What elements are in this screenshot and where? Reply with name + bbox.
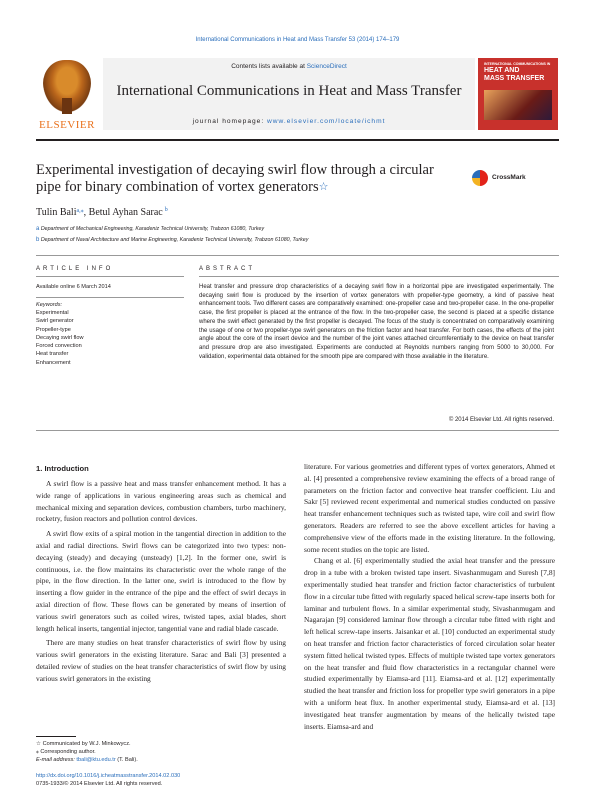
crossmark-label: CrossMark	[492, 174, 526, 181]
sciencedirect-link[interactable]: ScienceDirect	[306, 63, 347, 70]
cover-line: INTERNATIONAL COMMUNICATIONS IN	[484, 62, 551, 66]
authors: Tulin Bali$^{a,⁎}$, Betul Ayhan Sarac $^b$	[36, 207, 168, 218]
keyword: Heat transfer	[36, 351, 69, 358]
keyword: Decaying swirl flow	[36, 334, 84, 341]
author-affil-sup[interactable]: a,⁎	[76, 208, 84, 214]
article-title-text: Experimental investigation of decaying swirl flow through a circular pipe for binary combination of vortex generators	[36, 162, 434, 195]
affiliation-text: Department of Mechanical Engineering, Karadeniz Technical University, Trabzon 61080, Turkey	[40, 226, 265, 232]
contents-line	[103, 63, 475, 70]
paragraph: Chang et al. [6] experimentally studied the axial heat transfer and the pressure drop in a tube with a broken twisted tape insert. Sivashanmugam and Suresh [7,8] experimentally studied heat transfer and friction factor characteristics of turbulent flow in a circular tube fitted with regularly spaced helical screw-tape inserts both for laminar and turbulent flows. In a similar experimental study, Sivashanmugam and Nagarajan [9] considered laminar flow through a circular tube fitted with right and left helical screw-tape inserts. Jaisankar et al. [10] conducted an experimental study on heat transfer and friction factor characteristics of forced circulation solar heater system fitted helical twisted types. Effects of multiple twisted tape vortex generators on the heat transfer and fluid flow characteristics in a rectangular channel were studied experimentally by Eiamsa-ard [11]. Eiamsa-ard et al. [12] experimentally studied the heat transfer and friction loss for propeller type swirl generators in a pipe with a uniform heat flux. In another experimental study, Eiamsa-ard et al. [13] investigated heat transfer augmentation by means of the helically twisted tape inserts. Eiamsa-ard and	[304, 556, 555, 731]
keyword-list	[36, 309, 84, 367]
keyword: Enhancement	[36, 359, 71, 366]
affiliation	[36, 226, 264, 232]
abstract-text: Heat transfer and pressure drop characteristics of a decaying swirl flow in a horizontal pipe are investigated experimentally. The decaying swirl flow is produced by the insertion of vortex generators with propeller-type geometry, a kind of passive heat enhancement tools. Two different cases are comparatively examined: one-propeller case and two-propeller case. In the one-propeller case, the first propeller is placed at the entrance of the flow. In the two-propeller case, the second is placed at a specific distance where the swirl effect generated by the first propeller is decayed. The focus of the study is concentrated on comparatively examining the usage of one or two propeller-type swirl generators on the friction factor and heat transfer. For both cases, the effects of the joint angle about the core of the insert device and the number of the joint vanes attached circumferentially to the device on heat transfer and pressure drop are also investigated. Experiments are conducted at Reynolds numbers ranging from 5000 to 30,000. For validation, experimental data obtained for the smooth pipe are compared with those available in the literature.	[199, 284, 554, 360]
keywords-label: Keywords:	[36, 302, 63, 308]
paragraph: A swirl flow exits of a spiral motion in the tangential direction in addition to the axial and radial directions. Swirl flows can be categorized into two types: non-decaying (steady) and decaying (unsteady) [1,2]. In the former one, swirl is continuous, i.e. the flow maintains its characteristic over the whole range of the pipe, in the flow direction. In the latter one, swirl is introduced to the flow by inserting a flow guider in the entrance of the pipe and the effect of swirl decays in axial direction of flow. These flows can be generated by means of insertion of various swirl generators such as coiled wires, twisted tapes, axial blades, short length helical inserts, tangential injector, tangential vane and radial blade cascade.	[36, 529, 286, 633]
author-name[interactable]: Tulin Bali	[36, 207, 77, 218]
article-title	[36, 162, 456, 196]
affiliation-sup: b	[36, 237, 40, 243]
left-column	[36, 478, 286, 685]
article-info-heading: ARTICLE INFO	[36, 266, 114, 272]
star-icon[interactable]: ☆	[318, 181, 329, 193]
paragraph: literature. For various geometries and different types of vortex generators, Ahmed et al. [4] presented a comprehensive review examining the effects of a broad range of parameters on the friction factor and convective heat transfer coefficient. Liu and Sakr [5] reviewed recent experimental and numerical studies conducted on passive heat transfer enhancement techniques such as twisted tape, wire coil and swirl flow generators. Readers are referred to see the above excellent articles for having a comprehensive view of the efforts made in the existing literature. In the following, some recent studies on the topic are listed.	[304, 462, 555, 554]
copyright: © 2014 Elsevier Ltd. All rights reserved.	[448, 417, 554, 423]
doi-link[interactable]: http://dx.doi.org/10.1016/j.icheatmasstransfer.2014.02.030	[36, 773, 181, 779]
keyword: Swirl generator	[36, 318, 74, 325]
publisher-name: ELSEVIER	[39, 119, 95, 131]
cover-image	[484, 90, 552, 120]
issn-line: 0735-1933/© 2014 Elsevier Ltd. All rights reserved.	[36, 781, 163, 787]
tree-trunk	[62, 98, 72, 114]
keyword: Propeller-type	[36, 326, 71, 333]
homepage-line	[103, 118, 475, 125]
cover-line: HEAT AND	[484, 67, 520, 74]
footnote-email	[36, 756, 138, 764]
author-name[interactable]: Betul Ayhan Sarac	[88, 207, 163, 218]
footnotes	[36, 740, 138, 764]
paragraph: There are many studies on heat transfer characteristics of swirl flow by using various swirl generators in the existing literature. Sarac and Bali [3] presented a detailed review of studies on the heat transfer characteristics of swirl flow by using various swirl generators in the existing	[36, 638, 286, 683]
available-online: Available online 6 March 2014	[36, 284, 111, 290]
section-heading: 1. Introduction	[36, 464, 89, 473]
journal-cover[interactable]	[478, 58, 558, 130]
homepage-prefix: journal homepage:	[192, 118, 268, 125]
doi-block	[36, 772, 180, 788]
divider	[36, 430, 559, 431]
abstract-heading: ABSTRACT	[199, 266, 256, 272]
homepage-link[interactable]: www.elsevier.com/locate/ichmt	[267, 118, 386, 125]
divider	[36, 297, 184, 298]
affiliation	[36, 237, 308, 243]
journal-header	[103, 58, 475, 130]
email-link[interactable]: tbali@ktu.edu.tr	[76, 757, 116, 763]
journal-reference[interactable]: International Communications in Heat and Mass Transfer 53 (2014) 174–179	[195, 37, 400, 43]
divider	[36, 276, 184, 277]
cover-title	[484, 62, 552, 83]
keyword: Experimental	[36, 310, 69, 316]
divider	[199, 276, 559, 277]
paragraph: A swirl flow is a passive heat and mass transfer enhancement method. It has a wide range of applications in various engineering areas such as chemical and mechanical mixing and separation devices, combustion chambers, turbo machinery, rocketry, fusion reactors and pollution control devices.	[36, 479, 286, 524]
email-suffix: (T. Bali).	[115, 757, 138, 763]
footnote-rule	[36, 736, 76, 737]
footnote-corresponding: ⁎ Corresponding author.	[36, 749, 96, 755]
divider	[36, 255, 559, 256]
author-affil-sup[interactable]: b	[164, 207, 168, 213]
crossmark-button[interactable]	[472, 170, 532, 190]
journal-title: International Communications in Heat and Mass Transfer	[116, 83, 462, 99]
affiliation-sup: a	[36, 226, 40, 232]
keyword: Forced convection	[36, 343, 82, 350]
footnote-communicated: ☆ Communicated by W.J. Minkowycz.	[36, 741, 131, 747]
affiliation-text: Department of Naval Architecture and Marine Engineering, Karadeniz Technical University, Trabzon 61080, Turkey	[40, 237, 309, 243]
right-column	[304, 461, 555, 732]
elsevier-logo	[36, 58, 98, 130]
header-divider	[36, 139, 559, 141]
contents-prefix: Contents lists available at	[231, 63, 307, 70]
email-label: E-mail address:	[36, 757, 77, 763]
cover-line: MASS TRANSFER	[484, 75, 545, 82]
crossmark-icon	[472, 170, 488, 186]
